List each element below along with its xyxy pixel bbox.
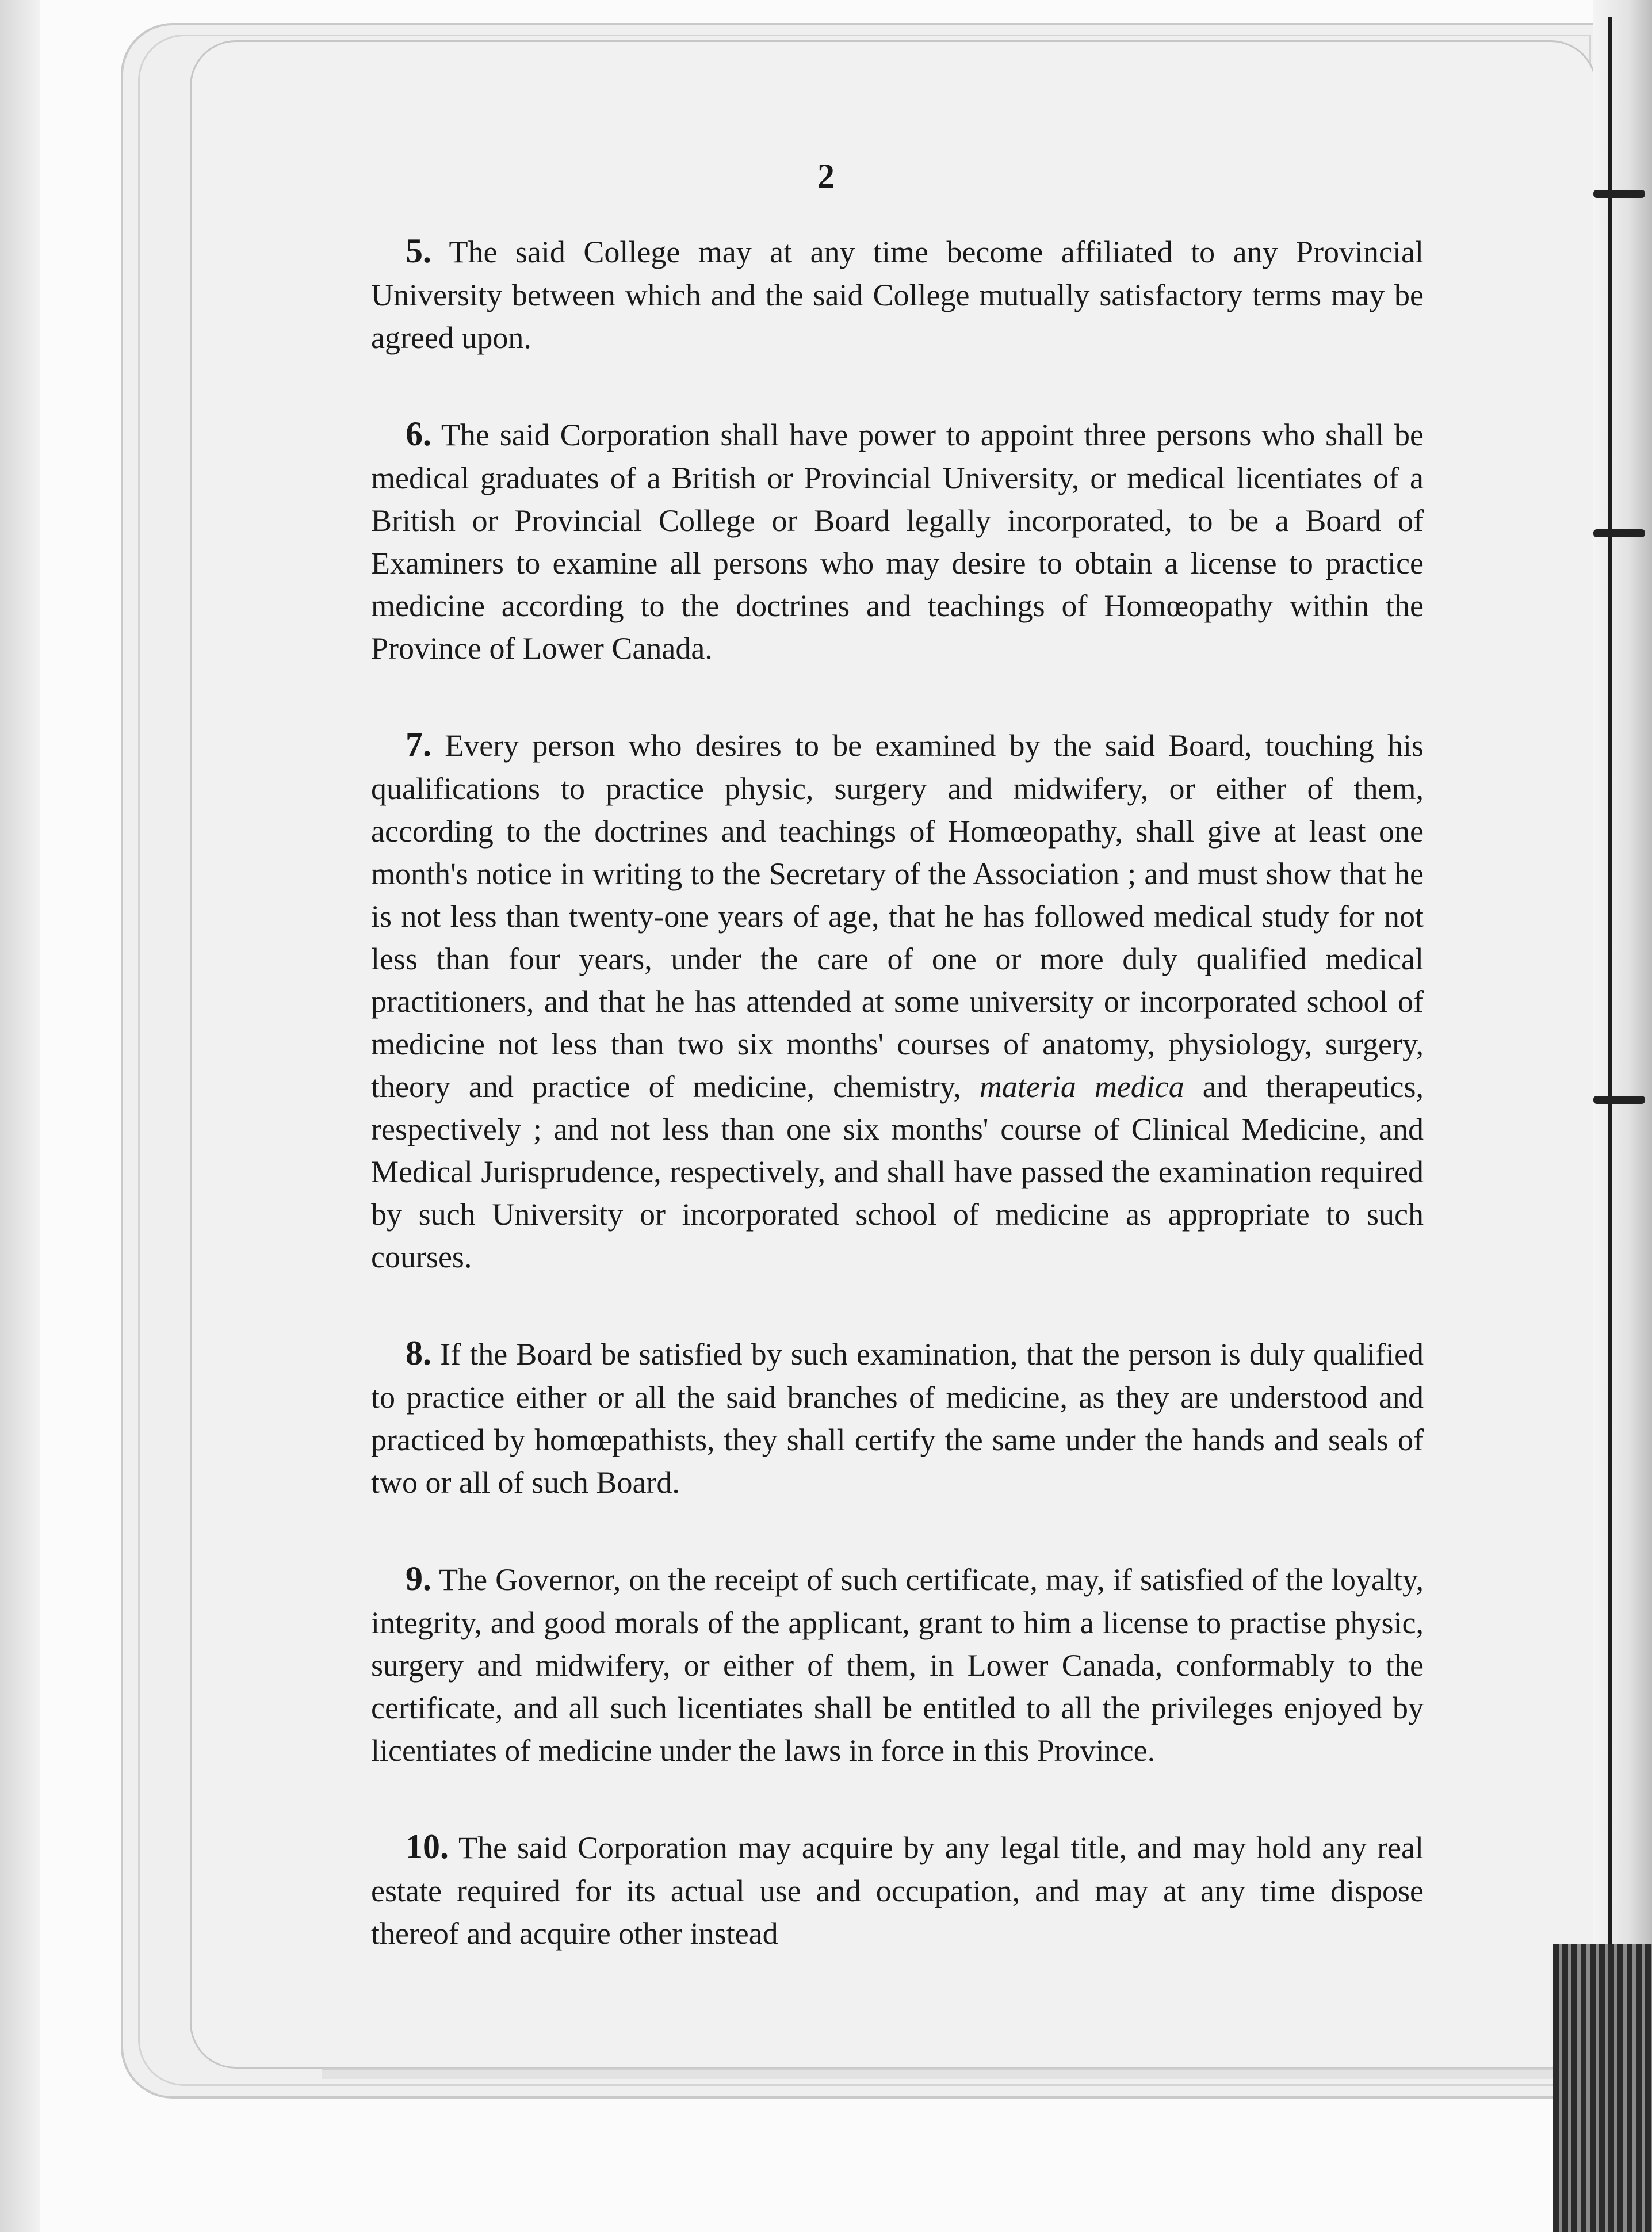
section-text: If the Board be satisfied by such examination, that the person is duly qualified to practice either or all the said branches of medicine, as they are understood and practiced by homœpathists, they shall certify the same under the hands and seals of two or all of such Board.: [371, 1336, 1424, 1500]
section-text: The Governor, on the receipt of such certificate, may, if satisfied of the loyalty, integrity, and good morals of the applicant, grant to him a license to practise physic, surgery and midwifery, or either of them, in Lower Canada, conformably to the certificate, and all such licentiates shall be entitled to all the privileges enjoyed by licentiates of medicine under the laws in force in this Province.: [371, 1562, 1424, 1768]
section-8: [371, 1329, 1424, 1504]
italic-term: materia medica: [979, 1069, 1184, 1104]
section-text-continued: and therapeutics, respectively ; and not less than one six months' course of Clinical Medicine, and Medical Jurisprudence, respectively, and shall have passed the examination required by such University or incorporated school of medicine as appropriate to such courses.: [371, 1069, 1424, 1274]
bottom-fold: [322, 2068, 1576, 2079]
section-10: [371, 1823, 1424, 1955]
section-7: [371, 721, 1424, 1279]
section-5: [371, 227, 1424, 360]
section-number: 10.: [406, 1828, 449, 1866]
left-page-edge: [0, 0, 40, 2232]
page-number: 2: [817, 157, 835, 195]
binding-stitch: [1593, 529, 1645, 537]
section-text: The said College may at any time become affiliated to any Provincial University between which and the said College mutually satisfactory terms may be agreed upon.: [371, 235, 1424, 356]
binding-stitch: [1593, 1096, 1645, 1104]
section-text: Every person who desires to be examined by the said Board, touching his qualifications to practice physic, surgery and midwifery, or either of them, according to the doctrines and teachings of Homœopathy, shall give at least one month's notice in writing to the Secretary of the Association ; and must show that he is not less than twenty-one years of age, that he has followed medical study for not less than four years, under the care of one or more duly qualified medical practitioners, and that he has attended at some university or incorporated school of medicine not less than two six months' courses of anatomy, physiology, surgery, theory and practice of medicine, chemistry,: [371, 728, 1424, 1104]
section-9: [371, 1555, 1424, 1772]
section-number: 8.: [406, 1333, 431, 1372]
binding-spine: [1593, 0, 1652, 2232]
section-number: 9.: [406, 1560, 431, 1598]
section-number: 7.: [406, 725, 431, 764]
document-body: [371, 227, 1424, 1955]
section-text: The said Corporation may acquire by any legal title, and may hold any real estate required for its actual use and occupation, and may at any time dispose thereof and acquire other instead: [371, 1830, 1424, 1951]
section-number: 6.: [406, 415, 431, 453]
section-text: The said Corporation shall have power to appoint three persons who shall be medical graduates of a British or Provincial University, or medical licentiates of a British or Provincial College or Board legally incorporated, to be a Board of Examiners to examine all persons who may desire to obtain a license to practice medicine according to the doctrines and teachings of Homœopathy within the Province of Lower Canada.: [371, 418, 1424, 666]
section-number: 5.: [406, 232, 431, 270]
section-6: [371, 410, 1424, 670]
binding-thread: [1608, 17, 1612, 1985]
page-stack-edge: [1553, 1944, 1652, 2232]
